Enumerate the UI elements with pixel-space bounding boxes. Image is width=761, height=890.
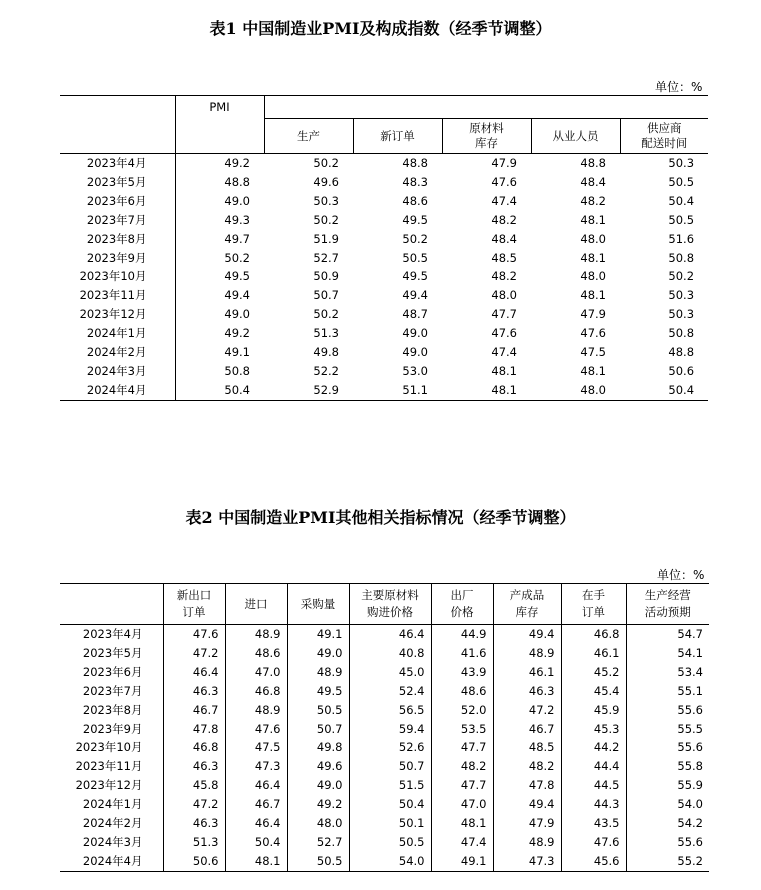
value-cell: 47.5 [580, 345, 606, 360]
value-cell: 50.8 [668, 326, 695, 341]
table-row [60, 663, 709, 682]
value-cell: 48.1 [491, 382, 517, 397]
value-cell: 55.6 [677, 740, 703, 755]
value-cell: 47.6 [163, 625, 225, 644]
value-cell: 50.5 [668, 212, 695, 227]
value-cell: 49.2 [287, 795, 349, 814]
value-cell: 48.0 [580, 269, 606, 284]
month-cell: 2024年2月 [60, 814, 163, 833]
value-cell: 50.2 [313, 307, 339, 322]
value-cell: 48.3 [402, 174, 428, 189]
value-cell: 47.7 [431, 776, 493, 795]
month-cell: 2023年4月 [60, 625, 163, 644]
table2-header: 采购量 [287, 584, 349, 625]
value-cell: 46.8 [163, 738, 225, 757]
table-row [60, 343, 708, 362]
value-cell: 48.8 [224, 174, 250, 189]
value-cell: 46.7 [163, 701, 225, 720]
value-cell: 47.9 [580, 307, 606, 322]
value-cell: 50.5 [349, 833, 431, 852]
value-cell: 44.4 [561, 757, 626, 776]
value-cell: 49.5 [224, 269, 250, 284]
value-cell: 46.3 [163, 814, 225, 833]
value-cell: 46.3 [163, 682, 225, 701]
value-cell: 50.2 [402, 231, 428, 246]
value-cell: 49.7 [224, 231, 250, 246]
table-row [60, 249, 708, 268]
value-cell: 50.3 [620, 154, 708, 173]
value-cell: 48.1 [580, 288, 606, 303]
value-cell: 46.1 [493, 663, 561, 682]
value-cell: 48.9 [225, 625, 287, 644]
month-cell: 2024年4月 [60, 852, 163, 871]
month-cell: 2024年1月 [60, 795, 163, 814]
value-cell: 48.2 [493, 757, 561, 776]
table1-header: 新订单 [353, 119, 442, 154]
table2-header: 出厂 价格 [431, 584, 493, 625]
value-cell: 50.5 [287, 852, 349, 871]
month-cell: 2023年7月 [60, 682, 163, 701]
month-cell: 2023年6月 [60, 192, 175, 211]
value-cell: 48.2 [431, 757, 493, 776]
value-cell: 47.6 [561, 833, 626, 852]
value-cell: 49.1 [431, 852, 493, 871]
value-cell: 50.2 [224, 250, 250, 265]
value-cell: 50.6 [668, 363, 695, 378]
table2-header: 新出口 订单 [163, 584, 225, 625]
value-cell: 47.3 [493, 852, 561, 871]
value-cell: 48.9 [493, 644, 561, 663]
value-cell: 45.9 [561, 701, 626, 720]
table-row [60, 738, 709, 757]
table-row [60, 381, 708, 400]
value-cell: 44.5 [561, 776, 626, 795]
value-cell: 47.4 [431, 833, 493, 852]
value-cell: 48.9 [225, 701, 287, 720]
month-cell: 2023年10月 [60, 267, 175, 286]
month-cell: 2024年3月 [60, 833, 163, 852]
value-cell: 50.5 [668, 174, 695, 189]
value-cell: 49.0 [402, 345, 428, 360]
value-cell: 50.8 [224, 363, 250, 378]
table-row [60, 625, 709, 644]
value-cell: 50.4 [225, 833, 287, 852]
month-cell: 2023年9月 [60, 720, 163, 739]
table1-header: PMI [175, 96, 264, 154]
value-cell: 52.9 [313, 382, 339, 397]
value-cell: 48.0 [491, 288, 517, 303]
value-cell: 43.5 [561, 814, 626, 833]
value-cell: 45.3 [561, 720, 626, 739]
value-cell: 51.1 [402, 382, 428, 397]
value-cell: 47.9 [442, 154, 531, 173]
value-cell: 48.6 [402, 193, 428, 208]
value-cell: 48.5 [491, 250, 517, 265]
value-cell: 46.4 [225, 776, 287, 795]
value-cell: 50.9 [313, 269, 339, 284]
value-cell: 47.2 [163, 644, 225, 663]
value-cell: 49.4 [402, 288, 428, 303]
value-cell: 49.6 [313, 174, 339, 189]
value-cell: 51.3 [313, 326, 339, 341]
value-cell: 47.0 [431, 795, 493, 814]
value-cell: 49.5 [402, 212, 428, 227]
value-cell: 48.9 [287, 663, 349, 682]
value-cell: 47.6 [491, 326, 517, 341]
value-cell: 47.7 [431, 738, 493, 757]
value-cell: 52.4 [349, 682, 431, 701]
value-cell: 49.0 [224, 193, 250, 208]
value-cell: 48.0 [580, 231, 606, 246]
value-cell: 50.7 [287, 720, 349, 739]
value-cell: 49.5 [402, 269, 428, 284]
value-cell: 47.9 [493, 814, 561, 833]
value-cell: 49.0 [224, 307, 250, 322]
value-cell: 43.9 [431, 663, 493, 682]
value-cell: 46.7 [493, 720, 561, 739]
value-cell: 50.3 [668, 307, 695, 322]
value-cell: 46.4 [225, 814, 287, 833]
table2-title: 表2 中国制造业PMI其他相关指标情况（经季节调整） [185, 508, 576, 527]
table1-title: 表1 中国制造业PMI及构成指数（经季节调整） [209, 19, 552, 38]
table-row [60, 682, 709, 701]
value-cell: 49.6 [287, 757, 349, 776]
table-row [60, 324, 708, 343]
value-cell: 50.5 [402, 250, 428, 265]
month-cell: 2023年11月 [60, 286, 175, 305]
value-cell: 40.8 [349, 644, 431, 663]
month-cell: 2023年4月 [60, 154, 175, 173]
value-cell: 48.8 [531, 154, 620, 173]
value-cell: 54.0 [349, 852, 431, 871]
table-row [60, 211, 708, 230]
value-cell: 48.4 [491, 231, 517, 246]
value-cell: 50.4 [224, 382, 250, 397]
table1-header: 供应商 配送时间 [620, 119, 708, 154]
month-cell: 2024年3月 [60, 362, 175, 381]
value-cell: 49.4 [493, 625, 561, 644]
month-cell: 2023年12月 [60, 305, 175, 324]
value-cell: 46.4 [163, 663, 225, 682]
table2-unit: 单位：% [657, 568, 705, 582]
value-cell: 54.0 [677, 797, 703, 812]
value-cell: 47.4 [491, 193, 517, 208]
table-row [60, 833, 709, 852]
value-cell: 48.1 [431, 814, 493, 833]
month-cell: 2023年6月 [60, 663, 163, 682]
table-row [60, 173, 708, 192]
value-cell: 48.6 [225, 644, 287, 663]
value-cell: 48.8 [668, 345, 695, 360]
value-cell: 59.4 [349, 720, 431, 739]
value-cell: 55.2 [677, 853, 703, 868]
value-cell: 48.1 [580, 363, 606, 378]
value-cell: 49.8 [313, 345, 339, 360]
month-cell: 2023年9月 [60, 249, 175, 268]
table2-header: 产成品 库存 [493, 584, 561, 625]
value-cell: 47.6 [491, 174, 517, 189]
month-cell: 2024年1月 [60, 324, 175, 343]
value-cell: 44.9 [431, 625, 493, 644]
value-cell: 53.5 [431, 720, 493, 739]
value-cell: 54.2 [677, 816, 703, 831]
value-cell: 55.1 [677, 683, 703, 698]
value-cell: 50.2 [313, 212, 339, 227]
value-cell: 54.1 [677, 645, 703, 660]
value-cell: 52.2 [313, 363, 339, 378]
value-cell: 48.8 [353, 154, 442, 173]
table2-corner [60, 584, 163, 625]
table1-header: 原材料 库存 [442, 119, 531, 154]
table-row [60, 852, 709, 871]
month-cell: 2023年8月 [60, 701, 163, 720]
value-cell: 50.8 [668, 250, 695, 265]
table-row [60, 230, 708, 249]
value-cell: 45.8 [163, 776, 225, 795]
table-row [60, 305, 708, 324]
value-cell: 47.0 [225, 663, 287, 682]
value-cell: 52.0 [431, 701, 493, 720]
value-cell: 41.6 [431, 644, 493, 663]
value-cell: 49.5 [287, 682, 349, 701]
table-row [60, 757, 709, 776]
month-cell: 2023年5月 [60, 173, 175, 192]
value-cell: 46.1 [561, 644, 626, 663]
value-cell: 51.6 [668, 231, 695, 246]
month-cell: 2023年10月 [60, 738, 163, 757]
value-cell: 47.3 [225, 757, 287, 776]
value-cell: 49.4 [224, 288, 250, 303]
value-cell: 49.0 [402, 326, 428, 341]
value-cell: 47.8 [493, 776, 561, 795]
month-cell: 2023年8月 [60, 230, 175, 249]
table-row [60, 154, 708, 173]
value-cell: 55.6 [677, 702, 703, 717]
value-cell: 48.0 [580, 382, 606, 397]
value-cell: 48.1 [491, 363, 517, 378]
value-cell: 52.6 [349, 738, 431, 757]
value-cell: 48.0 [287, 814, 349, 833]
value-cell: 45.2 [561, 663, 626, 682]
value-cell: 46.8 [225, 682, 287, 701]
value-cell: 46.4 [349, 625, 431, 644]
value-cell: 46.8 [561, 625, 626, 644]
value-cell: 44.2 [561, 738, 626, 757]
value-cell: 46.3 [163, 757, 225, 776]
table-row [60, 362, 708, 381]
value-cell: 51.5 [349, 776, 431, 795]
value-cell: 48.1 [580, 250, 606, 265]
value-cell: 50.4 [349, 795, 431, 814]
value-cell: 50.6 [163, 852, 225, 871]
value-cell: 50.4 [668, 193, 695, 208]
value-cell: 54.7 [677, 627, 703, 641]
month-cell: 2023年11月 [60, 757, 163, 776]
value-cell: 50.2 [264, 154, 353, 173]
value-cell: 45.0 [349, 663, 431, 682]
table2-header: 生产经营 活动预期 [626, 584, 709, 625]
value-cell: 48.2 [580, 193, 606, 208]
table-row [60, 814, 709, 833]
value-cell: 55.8 [677, 759, 703, 774]
value-cell: 47.6 [580, 326, 606, 341]
value-cell: 49.0 [287, 776, 349, 795]
value-cell: 56.5 [349, 701, 431, 720]
value-cell: 51.9 [313, 231, 339, 246]
value-cell: 55.5 [677, 721, 703, 736]
table-row [60, 286, 708, 305]
value-cell: 50.3 [668, 288, 695, 303]
value-cell: 50.3 [313, 193, 339, 208]
value-cell: 48.1 [225, 852, 287, 871]
value-cell: 47.8 [163, 720, 225, 739]
table2-header: 在手 订单 [561, 584, 626, 625]
value-cell: 49.2 [175, 154, 264, 173]
value-cell: 49.0 [287, 644, 349, 663]
value-cell: 49.1 [224, 345, 250, 360]
value-cell: 50.7 [313, 288, 339, 303]
value-cell: 53.0 [402, 363, 428, 378]
value-cell: 47.5 [225, 738, 287, 757]
value-cell: 47.2 [493, 701, 561, 720]
table-row [60, 267, 708, 286]
value-cell: 48.5 [493, 738, 561, 757]
table1-header: 从业人员 [531, 119, 620, 154]
month-cell: 2023年12月 [60, 776, 163, 795]
table1-corner [60, 96, 175, 154]
value-cell: 47.4 [491, 345, 517, 360]
value-cell: 48.9 [493, 833, 561, 852]
value-cell: 49.1 [287, 625, 349, 644]
value-cell: 48.2 [491, 212, 517, 227]
value-cell: 53.4 [677, 664, 703, 679]
table-row [60, 644, 709, 663]
value-cell: 49.8 [287, 738, 349, 757]
table2-header: 主要原材料 购进价格 [349, 584, 431, 625]
value-cell: 52.7 [313, 250, 339, 265]
table2-header: 进口 [225, 584, 287, 625]
value-cell: 50.1 [349, 814, 431, 833]
value-cell: 49.3 [224, 212, 250, 227]
value-cell: 48.6 [431, 682, 493, 701]
value-cell: 49.2 [224, 326, 250, 341]
month-cell: 2023年5月 [60, 644, 163, 663]
table-row [60, 192, 708, 211]
value-cell: 52.7 [287, 833, 349, 852]
value-cell: 55.9 [677, 778, 703, 793]
value-cell: 50.4 [668, 382, 695, 397]
value-cell: 55.6 [677, 834, 703, 849]
table-row [60, 720, 709, 739]
value-cell: 50.2 [668, 269, 695, 284]
value-cell: 47.7 [491, 307, 517, 322]
value-cell: 48.7 [402, 307, 428, 322]
value-cell: 48.4 [580, 174, 606, 189]
value-cell: 46.7 [225, 795, 287, 814]
month-cell: 2023年7月 [60, 211, 175, 230]
table1-unit: 单位：% [655, 80, 703, 94]
value-cell: 45.6 [561, 852, 626, 871]
value-cell: 49.4 [493, 795, 561, 814]
value-cell: 47.6 [225, 720, 287, 739]
value-cell: 46.3 [493, 682, 561, 701]
month-cell: 2024年4月 [60, 381, 175, 400]
value-cell: 50.5 [287, 701, 349, 720]
value-cell: 51.3 [163, 833, 225, 852]
table2 [60, 583, 709, 872]
month-cell: 2024年2月 [60, 343, 175, 362]
table-row [60, 701, 709, 720]
value-cell: 50.7 [349, 757, 431, 776]
value-cell: 48.1 [580, 212, 606, 227]
value-cell: 44.3 [561, 795, 626, 814]
value-cell: 48.2 [491, 269, 517, 284]
table-row [60, 776, 709, 795]
value-cell: 47.2 [163, 795, 225, 814]
table1 [60, 95, 708, 401]
value-cell: 45.4 [561, 682, 626, 701]
table-row [60, 795, 709, 814]
table1-header: 生产 [264, 119, 353, 154]
